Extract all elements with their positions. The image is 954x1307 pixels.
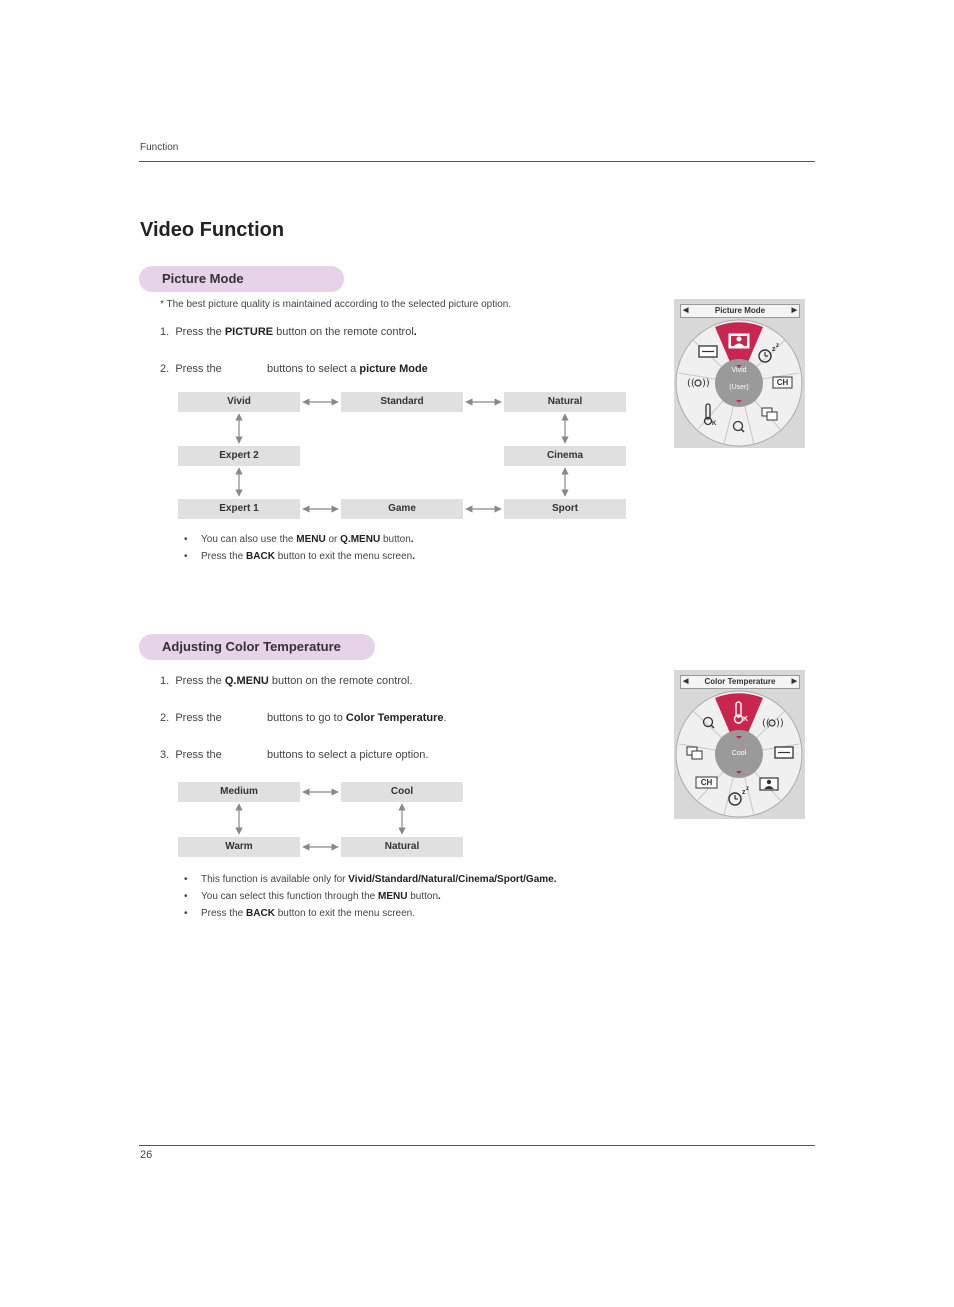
osd-ch-label: CH	[700, 778, 713, 787]
osd-ch-label: CH	[776, 378, 789, 387]
color-step-2: 2. Press the	[160, 712, 222, 724]
svg-text:z: z	[776, 343, 779, 349]
picture-mode-osd	[674, 299, 805, 448]
color-step-2-rest: buttons to go to Color Temperature.	[267, 712, 447, 724]
mode-box-natural: Natural	[504, 392, 626, 412]
mode-box-cinema: Cinema	[504, 446, 626, 466]
picture-step-1: 1. Press the PICTURE button on the remote control.	[160, 326, 417, 338]
svg-text:z: z	[742, 789, 746, 796]
temp-box-warm: Warm	[178, 837, 300, 857]
temp-box-natural: Natural	[341, 837, 463, 857]
picture-step-2: 2. Press the	[160, 363, 222, 375]
osd-left-arrow-icon: ◀	[683, 678, 689, 685]
svg-text:z: z	[746, 786, 749, 792]
color-step-3-rest: buttons to select a picture option.	[267, 749, 429, 761]
mode-box-game: Game	[341, 499, 463, 519]
picture-mode-note: * The best picture quality is maintained according to the selected picture option.	[160, 299, 512, 310]
color-bullet-2: • You can select this function through the MENU button.	[201, 891, 441, 902]
picture-step-2-rest: buttons to select a picture Mode	[267, 363, 428, 375]
color-bullet-3: • Press the BACK button to exit the menu screen.	[201, 908, 415, 919]
osd-center-sub: (User)	[729, 384, 749, 391]
page-title: Video Function	[140, 219, 285, 241]
section-heading-color-temp: Adjusting Color Temperature	[139, 634, 375, 660]
osd-wheel	[674, 670, 805, 819]
mode-box-expert1: Expert 1	[178, 499, 300, 519]
page-number: 26	[140, 1149, 153, 1161]
mode-box-standard: Standard	[341, 392, 463, 412]
osd-title-bar: ◀ Picture Mode ▶	[680, 304, 800, 318]
svg-text:((: ((	[762, 718, 770, 729]
osd-right-arrow-icon: ▶	[791, 678, 797, 685]
color-step-1: 1. Press the Q.MENU button on the remote control.	[160, 675, 413, 687]
osd-left-arrow-icon: ◀	[683, 307, 689, 314]
color-step-3: 3. Press the	[160, 749, 222, 761]
footer-rule	[139, 1145, 815, 1146]
mode-box-sport: Sport	[504, 499, 626, 519]
svg-text:)): ))	[702, 378, 710, 389]
osd-title-bar: ◀ Color Temperature ▶	[680, 675, 800, 689]
svg-text:K: K	[712, 421, 717, 427]
temp-box-medium: Medium	[178, 782, 300, 802]
picture-bullet-2: • Press the BACK button to exit the menu screen.	[201, 551, 415, 562]
osd-right-arrow-icon: ▶	[791, 307, 797, 314]
color-bullet-1: • This function is available only for Vivid/Standard/Natural/Cinema/Sport/Game.	[201, 874, 557, 885]
svg-text:((: ((	[687, 378, 695, 389]
svg-text:z: z	[772, 346, 776, 353]
osd-center-mode: Vivid	[731, 367, 747, 374]
osd-center-mode: Cool	[731, 750, 747, 757]
running-header: Function	[140, 142, 179, 153]
temp-box-cool: Cool	[341, 782, 463, 802]
color-temp-osd	[674, 670, 805, 819]
section-heading-picture-mode: Picture Mode	[139, 266, 344, 292]
mode-box-vivid: Vivid	[178, 392, 300, 412]
svg-text:K: K	[743, 716, 749, 723]
mode-box-expert2: Expert 2	[178, 446, 300, 466]
picture-bullet-1: • You can also use the MENU or Q.MENU button.	[201, 534, 414, 545]
svg-text:)): ))	[776, 718, 784, 729]
